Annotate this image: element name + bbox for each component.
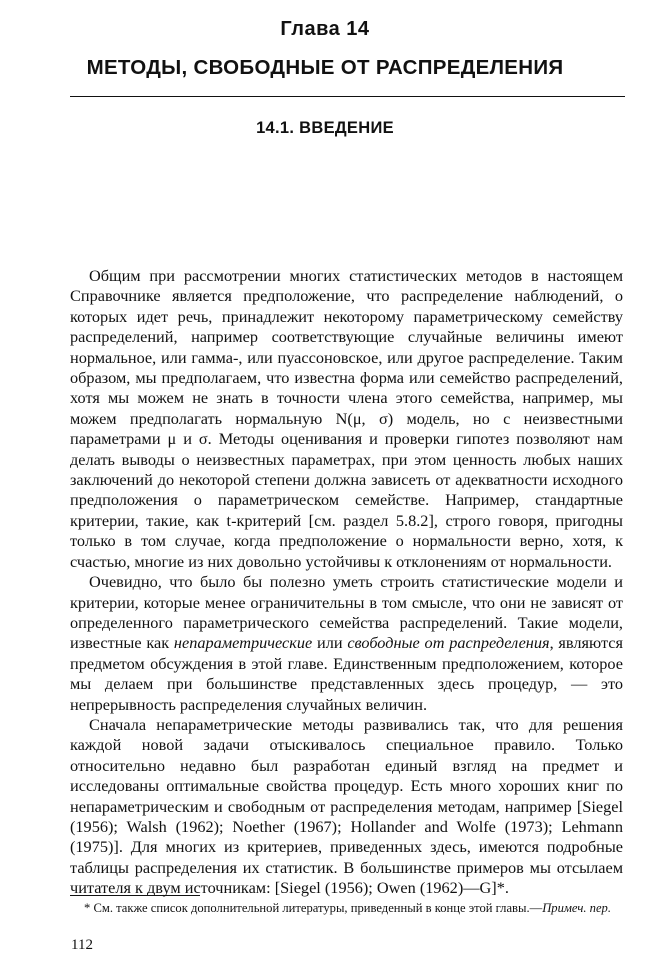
footnote-divider [70, 895, 200, 896]
page-number: 112 [71, 937, 93, 953]
footnote-text: * См. также список дополнительной литературы, приведенный в конце этой главы.— [84, 901, 543, 915]
translator-note: Примеч. пер. [542, 901, 611, 915]
paragraph-2 [70, 572, 623, 715]
term-distribution-free: свободные от распределения [347, 633, 550, 653]
paragraph-2-text-c: , являются предметом обсуждения в этой главе. Единственным предположением, которое мы делаем при большинстве представленных здесь процедур, — это непрерывность распределения случайных величин. [70, 633, 623, 714]
paragraph-2-text-a: Очевидно, что было бы полезно уметь строить статистические модели и критерии, которые менее ограничительны в том смысле, что они не зависят от определенного параметрического семейства распределений. Такие модели, известные как [70, 572, 623, 653]
body-text [70, 266, 623, 899]
section-title: 14.1. ВВЕДЕНИЕ [256, 119, 394, 137]
paragraph-3: Сначала непараметрические методы развивались так, что для решения каждой новой задачи отыскивалось специальное правило. Только относительно недавно был разработан единый взгляд на предмет и исследованы оптимальные свойства процедур. Есть много хороших книг по непараметрическим и свободным от распределения методам, например [Siegel (1956); Walsh (1962); Noether (1967); Hollander and Wolfe (1973); Lehmann (1975)]. Для многих из критериев, приведенных здесь, имеются подробные таблицы распределения их статистик. В большинстве примеров мы отсылаем читателя к двум источникам: [Siegel (1956); Owen (1962)—G]*. [70, 714, 623, 898]
paragraph-1: Общим при рассмотрении многих статистических методов в настоящем Справочнике является предположение, что распределение наблюдений, о которых идет речь, принадлежит некоторому параметрическому семейству распределений, например соответствующие случайные величины имеют нормальное, или гамма-, или пуассоновское, или другое распределение. Таким образом, мы предполагаем, что известна форма или семейство распределений, хотя мы можем не знать в точности члена этого семейства, например, мы можем предполагать нормальную N(μ, σ) модель, но с неизвестными параметрами μ и σ. Методы оценивания и проверки гипотез позволяют нам делать выводы о неизвестных параметрах, при этом ценность любых наших заключений до некоторой степени должна зависеть от адекватности исходного предположения о параметрическом семействе. Например, стандартные критерии, такие, как t-критерий [см. раздел 5.8.2], строго говоря, пригодны только в том случае, когда предположение о нормальности верно, хотя, к счастью, многие из них довольно устойчивы к отклонениям от нормальности. [70, 266, 623, 571]
title-divider [70, 96, 625, 97]
chapter-title: МЕТОДЫ, СВОБОДНЫЕ ОТ РАСПРЕДЕЛЕНИЯ [86, 56, 564, 79]
term-nonparametric: непараметрические [173, 633, 313, 653]
chapter-label: Глава 14 [280, 18, 370, 40]
footnote [70, 900, 623, 917]
paragraph-2-text-b: или [312, 633, 348, 653]
